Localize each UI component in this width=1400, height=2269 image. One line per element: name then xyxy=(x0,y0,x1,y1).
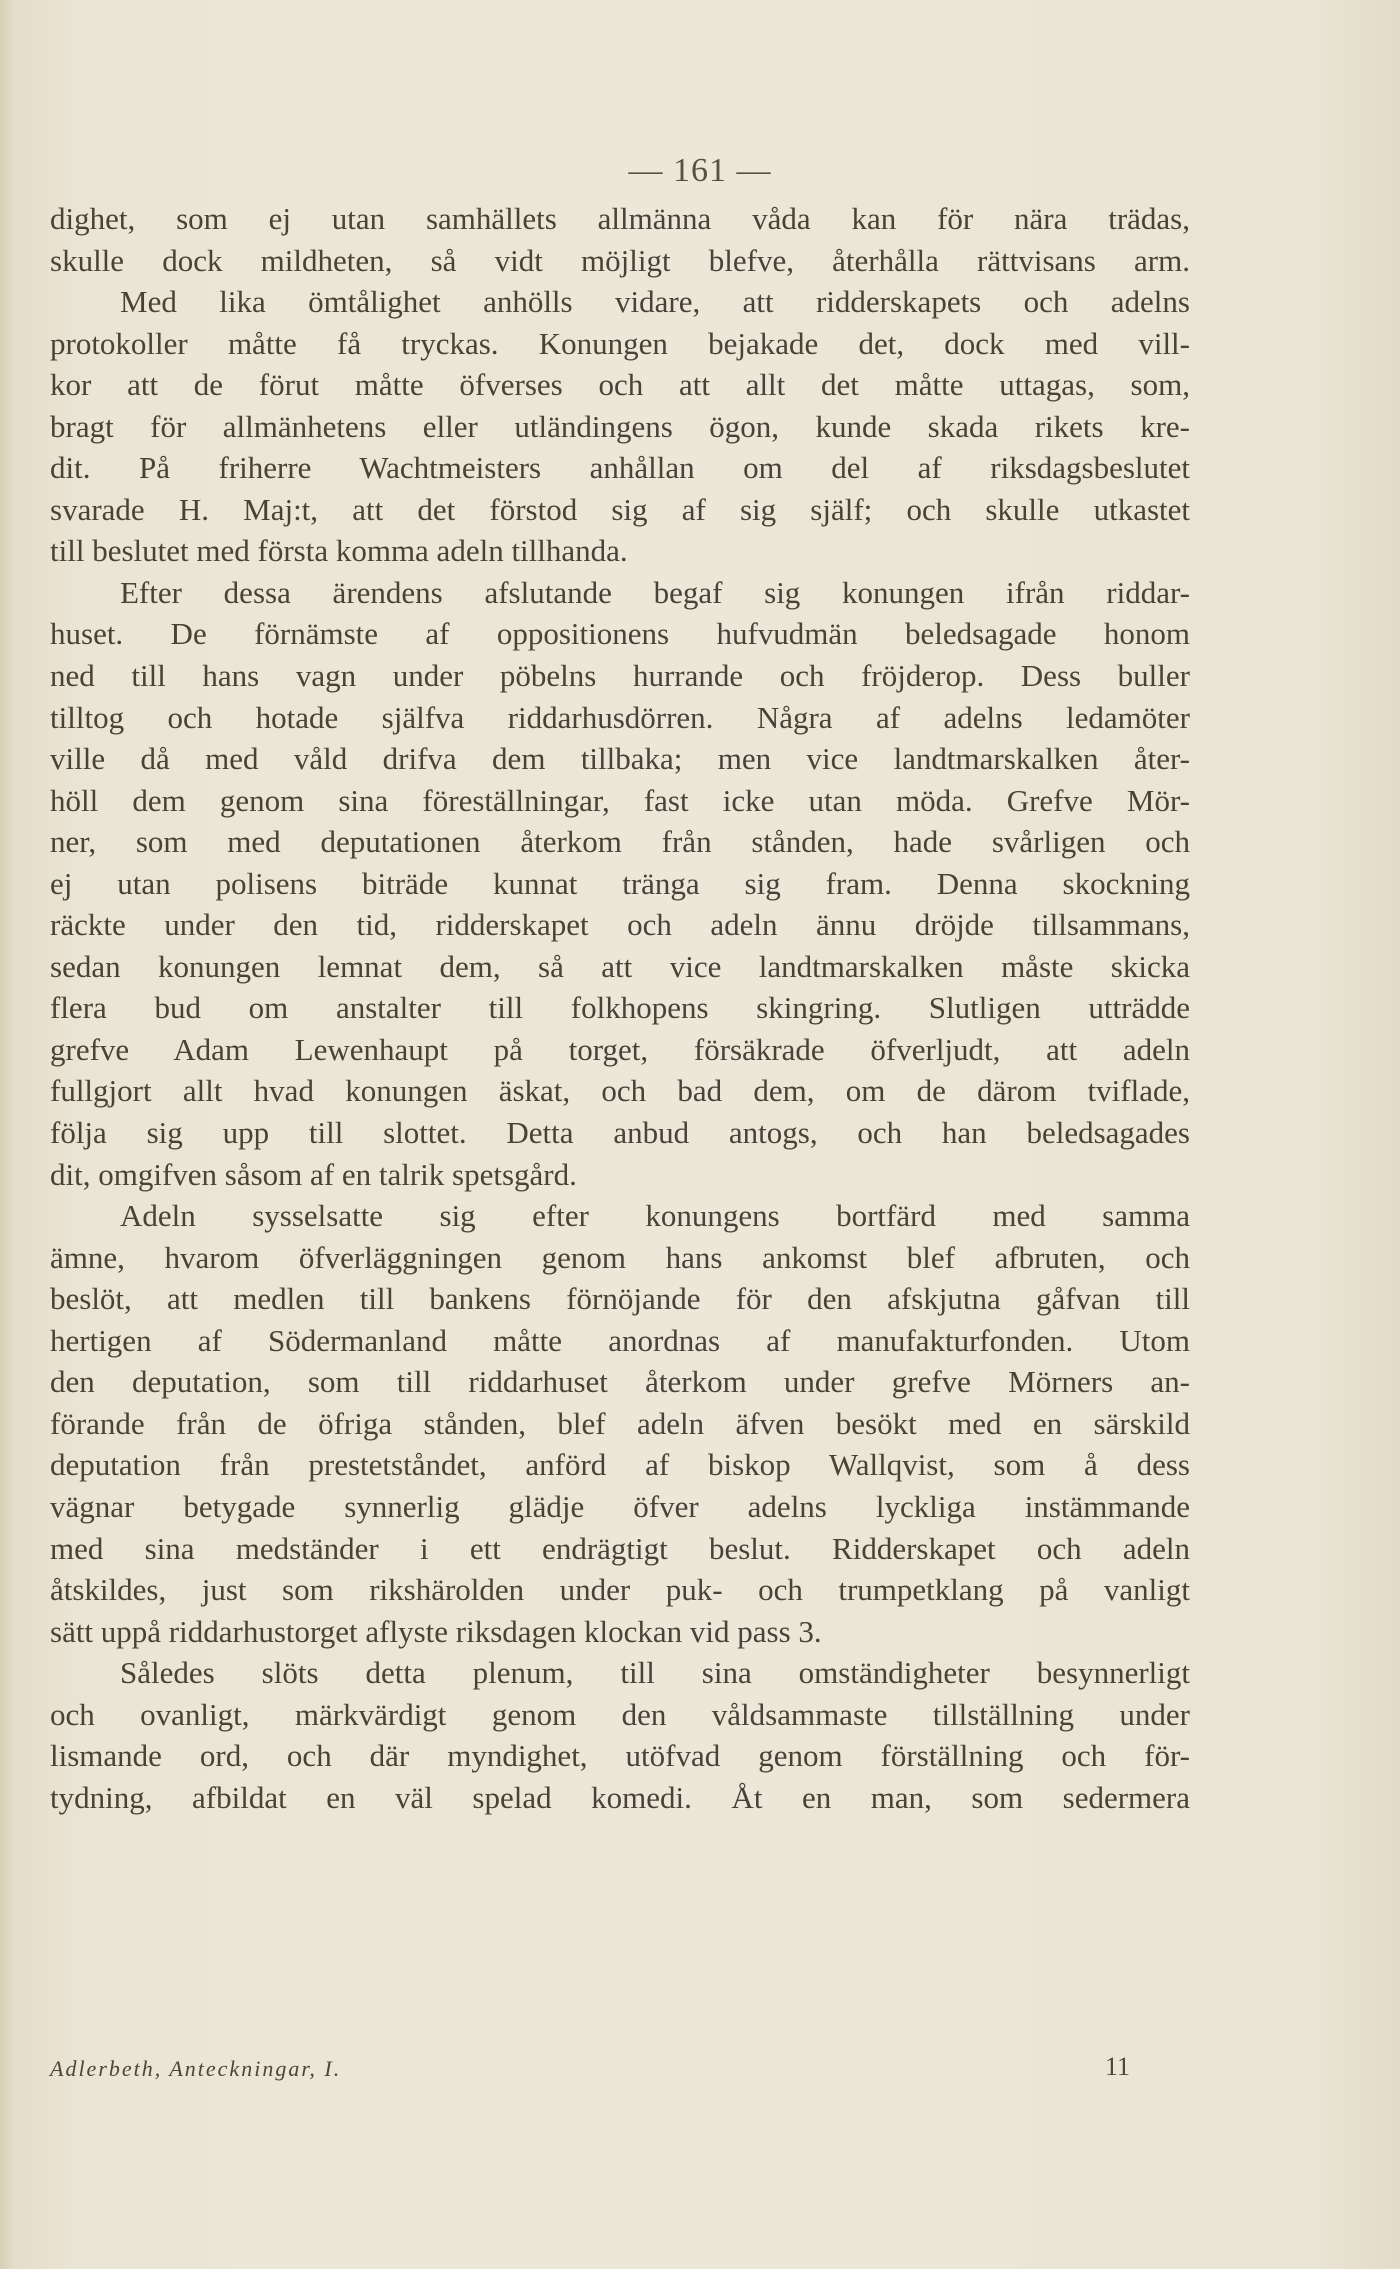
text-line: räckte under den tid, ridderskapet och adeln ännu dröjde tillsammans, xyxy=(50,907,1190,943)
footer-signature: Adlerbeth, Anteckningar, I. xyxy=(50,2056,342,2081)
page-spine-shadow xyxy=(0,0,14,2269)
text-line: ville då med våld drifva dem tillbaka; men vice landtmarskalken åter- xyxy=(50,741,1190,777)
text-line: den deputation, som till riddarhuset återkom under grefve Mörners an- xyxy=(50,1364,1190,1400)
text-line: dit. På friherre Wachtmeisters anhållan om del af riksdagsbeslutet xyxy=(50,450,1190,486)
text-line: och ovanligt, märkvärdigt genom den våldsammaste tillställning under xyxy=(50,1696,1190,1732)
text-line: Efter dessa ärendens afslutande begaf sig konungen ifrån riddar- xyxy=(120,574,1190,610)
text-line: deputation från prestetståndet, anförd af biskop Wallqvist, som å dess xyxy=(50,1447,1190,1483)
text-line: beslöt, att medlen till bankens förnöjande för den afskjutna gåfvan till xyxy=(50,1281,1190,1317)
text-line: till beslutet med första komma adeln tillhanda. xyxy=(50,533,628,569)
text-line: dit, omgifven såsom af en talrik spetsgård. xyxy=(50,1156,577,1192)
text-line: bragt för allmänhetens eller utländingens ögon, kunde skada rikets kre- xyxy=(50,408,1190,444)
text-line: huset. De förnämste af oppositionens hufvudmän beledsagade honom xyxy=(50,616,1190,652)
text-line: skulle dock mildheten, så vidt möjligt blefve, återhålla rättvisans arm. xyxy=(50,242,1190,278)
text-line: med sina medständer i ett endrägtigt beslut. Ridderskapet och adeln xyxy=(50,1530,1190,1566)
text-line: ej utan polisens biträde kunnat tränga sig fram. Denna skockning xyxy=(50,865,1190,901)
text-line: Med lika ömtålighet anhölls vidare, att ridderskapets och adelns xyxy=(120,284,1190,320)
text-line: svarade H. Maj:t, att det förstod sig af sig själf; och skulle utkastet xyxy=(50,491,1190,527)
page-number: — 161 — xyxy=(628,152,772,189)
text-line: grefve Adam Lewenhaupt på torget, försäkrade öfverljudt, att adeln xyxy=(50,1031,1190,1067)
text-line: åtskildes, just som rikshärolden under puk- och trumpetklang på vanligt xyxy=(50,1572,1190,1608)
text-line: vägnar betygade synnerlig glädje öfver adelns lyckliga instämmande xyxy=(50,1488,1190,1524)
text-line: följa sig upp till slottet. Detta anbud antogs, och han beledsagades xyxy=(50,1115,1190,1151)
text-line: lismande ord, och där myndighet, utöfvad genom förställning och för- xyxy=(50,1738,1190,1774)
text-line: ned till hans vagn under pöbelns hurrande och fröjderop. Dess buller xyxy=(50,658,1190,694)
text-line: protokoller måtte få tryckas. Konungen bejakade det, dock med vill- xyxy=(50,325,1190,361)
text-line: förande från de öfriga stånden, blef adeln äfven besökt med en särskild xyxy=(50,1405,1190,1441)
text-line: dighet, som ej utan samhällets allmänna våda kan för nära trädas, xyxy=(50,201,1190,236)
text-line: tilltog och hotade själfva riddarhusdörren. Några af adelns ledamöter xyxy=(50,699,1190,735)
text-line: hertigen af Södermanland måtte anordnas af manufakturfonden. Utom xyxy=(50,1322,1190,1358)
text-line: Adeln sysselsatte sig efter konungens bortfärd med samma xyxy=(120,1198,1190,1234)
text-line: Således slöts detta plenum, till sina omständigheter besynnerligt xyxy=(120,1655,1190,1691)
body-text xyxy=(50,198,1190,1818)
text-line: sätt uppå riddarhustorget aflyste riksdagen klockan vid pass 3. xyxy=(50,1613,822,1649)
text-line: kor att de förut måtte öfverses och att allt det måtte uttagas, som, xyxy=(50,367,1190,403)
text-line: höll dem genom sina föreställningar, fast icke utan möda. Grefve Mör- xyxy=(50,782,1190,818)
text-line: fullgjort allt hvad konungen äskat, och bad dem, om de därom tviflade, xyxy=(50,1073,1190,1109)
text-line: ner, som med deputationen återkom från stånden, hade svårligen och xyxy=(50,824,1190,860)
footer-sheet-number: 11 xyxy=(1104,2052,1130,2081)
text-line: sedan konungen lemnat dem, så att vice landtmarskalken måste skicka xyxy=(50,948,1190,984)
page-footer xyxy=(50,2052,1130,2092)
text-line: flera bud om anstalter till folkhopens skingring. Slutligen utträdde xyxy=(50,990,1190,1026)
text-line: ämne, hvarom öfverläggningen genom hans ankomst blef afbruten, och xyxy=(50,1239,1190,1275)
text-line: tydning, afbildat en väl spelad komedi. Åt en man, som sedermera xyxy=(50,1779,1190,1815)
